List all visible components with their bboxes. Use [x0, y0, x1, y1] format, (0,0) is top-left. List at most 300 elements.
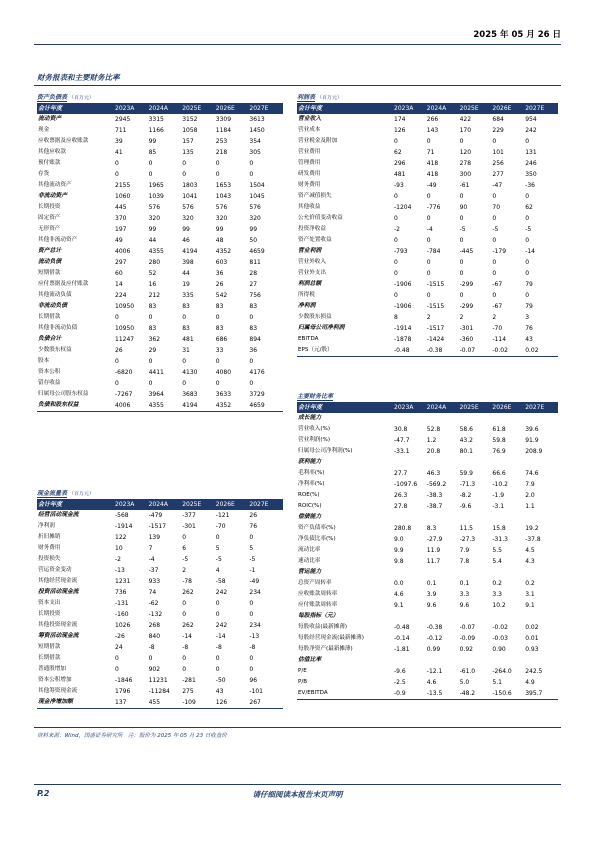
cell-value: 83 [249, 303, 258, 310]
cell-value: 0 [115, 358, 119, 365]
table-row [37, 235, 283, 246]
financial-ratios-table [297, 402, 558, 700]
table-row [297, 479, 558, 490]
cell-value: 26 [215, 281, 224, 288]
cell-value: 0 [525, 292, 530, 299]
footer-divider [34, 784, 561, 785]
cell-value: 1965 [148, 182, 164, 189]
row-label: 其他非流动资产 [38, 237, 78, 243]
income-statement-title: 利润表 （百万元） [297, 94, 343, 101]
cell-value: 4176 [249, 369, 265, 376]
cell-value: -264.0 [492, 668, 512, 675]
cell-value: 0 [459, 292, 464, 299]
cell-value: 0 [182, 600, 187, 607]
cell-value: 0 [215, 380, 220, 387]
table-row [297, 191, 558, 202]
cell-value: 0 [182, 380, 187, 387]
cell-value: 99 [148, 138, 157, 145]
cell-value: -793 [394, 248, 408, 255]
row-label: 应付票据及应付账款 [38, 281, 89, 287]
cell-value: 83 [182, 303, 190, 310]
cell-value: 902 [148, 666, 161, 673]
cell-value: 0 [182, 655, 187, 662]
cell-value: -0.12 [426, 635, 443, 642]
cell-value: 4006 [115, 248, 131, 255]
table-row [37, 301, 283, 312]
row-label: 利润总额 [298, 281, 322, 287]
col-header: 2024A [427, 103, 460, 114]
row-label: 普通股增加 [38, 666, 66, 672]
cell-value: -8.2 [459, 492, 472, 499]
cell-value: 70 [492, 204, 501, 211]
row-label: 短期借款 [38, 270, 61, 276]
cell-value: 0 [249, 171, 254, 178]
cell-value: 0.1 [459, 580, 470, 587]
cell-value: 542 [215, 292, 228, 299]
cell-value [460, 413, 493, 424]
cell-value: -121 [215, 512, 230, 519]
cell-value: 39.6 [525, 426, 539, 433]
cell-value: 0 [249, 655, 254, 662]
cell-value [492, 567, 525, 578]
cell-value: 135 [182, 149, 194, 156]
table-row [37, 653, 283, 664]
cell-value: 74 [148, 589, 157, 596]
cell-value: 30.8 [394, 426, 408, 433]
cell-value: 0 [148, 160, 153, 167]
cell-value: -67 [492, 303, 503, 310]
row-label: 其他流动负债 [38, 292, 72, 298]
cell-value: -47 [492, 182, 503, 189]
table-row [37, 389, 283, 400]
table-row [37, 114, 283, 125]
cell-value: 0 [525, 259, 530, 266]
cell-value: 686 [215, 336, 228, 343]
cell-value: 1653 [215, 182, 232, 189]
cell-value: -1846 [115, 677, 133, 684]
table-row [297, 169, 558, 180]
cell-value: 0 [115, 171, 119, 178]
cell-value: 4355 [149, 400, 183, 412]
cell-value: 16 [148, 281, 157, 288]
cell-value: -36 [525, 182, 535, 189]
cell-value: 0 [394, 237, 398, 244]
cell-value: 48 [215, 237, 224, 244]
cell-value: 8 [394, 314, 398, 321]
table-row [297, 424, 558, 435]
cell-value: 15.8 [492, 525, 506, 532]
row-label: 经营活动现金流 [38, 512, 79, 518]
cell-value: -132 [148, 611, 163, 618]
table-row [37, 169, 283, 180]
financial-ratios-title: 主要财务比率 [297, 393, 334, 400]
cell-value: 224 [115, 292, 127, 299]
table-row [297, 468, 558, 479]
cell-value: -784 [426, 248, 441, 255]
table-row [37, 697, 283, 709]
cell-value: 4659 [249, 400, 283, 412]
cell-value: 5 [215, 545, 220, 552]
row-label: 少数股东权益 [38, 347, 72, 353]
cell-value: 242.5 [525, 668, 543, 675]
cell-value: -58 [215, 578, 226, 585]
cell-value: 422 [459, 116, 472, 123]
row-label: 管理费用 [298, 160, 321, 166]
row-label: 营业收入(%) [298, 426, 331, 432]
cell-value: -49 [426, 182, 437, 189]
cell-value: 50 [249, 237, 258, 244]
cell-value: 212 [148, 292, 161, 299]
cell-value: 0 [215, 666, 220, 673]
table-row [37, 345, 283, 356]
cell-value: 0 [492, 215, 497, 222]
row-label: 每股收益(最新摊薄) [298, 624, 348, 630]
cell-value: -299 [459, 281, 474, 288]
table-row [37, 598, 283, 609]
cell-value: 1.2 [426, 437, 437, 444]
cell-value: -1515 [426, 281, 445, 288]
cell-value: 266 [426, 116, 439, 123]
table-row [297, 578, 558, 589]
table-row [37, 224, 283, 235]
cell-value: 0 [492, 259, 497, 266]
row-label: 净负债比率(%) [298, 536, 336, 542]
cell-value: 297 [115, 259, 127, 266]
cell-value: 1.1 [525, 503, 535, 510]
row-label: 其他应收款 [38, 149, 66, 155]
cell-value: 0 [249, 160, 254, 167]
cell-value: 1796 [115, 688, 131, 695]
cell-value: -93 [394, 182, 404, 189]
row-label: 应收账款周转率 [298, 591, 338, 597]
table-row [297, 633, 558, 644]
cell-value: 0 [182, 611, 187, 618]
cell-value: 320 [249, 215, 261, 222]
cell-value: -33.1 [394, 448, 410, 455]
table-row [297, 301, 558, 312]
table-row [297, 257, 558, 268]
cell-value: 0 [249, 666, 254, 673]
col-header: 2025E [460, 103, 493, 114]
cell-value: 0 [115, 380, 119, 387]
cell-value: -0.38 [427, 345, 460, 357]
table-row [37, 686, 283, 697]
table-row [37, 191, 283, 202]
cell-value: -67 [492, 281, 503, 288]
cell-value: -8 [215, 644, 222, 651]
cell-value: -1 [249, 567, 256, 574]
cell-value: 277 [492, 171, 504, 178]
cell-value: 0.02 [525, 345, 558, 357]
cell-value: -0.38 [426, 624, 443, 631]
row-label: 现金净增加额 [37, 697, 115, 709]
cell-value: 418 [426, 171, 439, 178]
table-row [37, 290, 283, 301]
cell-value: 143 [426, 127, 439, 134]
cell-value: 4194 [182, 400, 216, 412]
cell-value [525, 457, 558, 468]
cell-value: 0 [394, 138, 398, 145]
table-row [297, 655, 558, 666]
cell-value: -1906 [394, 303, 412, 310]
cell-value: 246 [525, 160, 537, 167]
cell-value: 208.9 [525, 448, 543, 455]
cell-value: -0.07 [460, 345, 493, 357]
table-row [297, 666, 558, 677]
row-label: 财务费用 [298, 182, 321, 188]
cell-value: -5 [525, 226, 532, 233]
row-label: 非流动资产 [38, 193, 67, 199]
row-label: 资产处置收益 [298, 237, 332, 243]
cell-value: -0.03 [492, 635, 508, 642]
header-label: 会计年度 [297, 103, 394, 114]
table-row [297, 158, 558, 169]
cell-value: 36 [215, 270, 224, 277]
table-row [297, 147, 558, 158]
table-row [297, 345, 558, 357]
cell-value: -301 [459, 325, 474, 332]
header-label: 会计年度 [37, 103, 115, 114]
row-label: 归属母公司净利润(%) [298, 448, 353, 454]
table-row [37, 642, 283, 653]
cash-flow-statement [37, 489, 283, 709]
cell-value: -5 [492, 226, 499, 233]
cell-value [427, 512, 460, 523]
cell-value: 370 [115, 215, 127, 222]
cell-value: 79 [525, 281, 533, 288]
cell-value: 576 [249, 204, 261, 211]
cell-value: -479 [148, 512, 163, 519]
cell-value [525, 611, 558, 622]
cell-value [525, 567, 558, 578]
cell-value [525, 512, 558, 523]
cell-value: 4355 [148, 248, 164, 255]
cell-value: -47.7 [394, 437, 410, 444]
cell-value: 320 [182, 215, 194, 222]
cell-value: 3.9 [426, 591, 437, 598]
cell-value: 11247 [115, 336, 135, 343]
row-label: 非流动负债 [38, 303, 67, 309]
cell-value: -8 [249, 644, 256, 651]
income-statement [297, 93, 558, 357]
cell-value: 354 [249, 138, 261, 145]
row-label: 现金 [38, 127, 50, 133]
cell-value: 0 [459, 215, 464, 222]
cell-value: 1039 [148, 193, 164, 200]
table-row [37, 356, 283, 367]
cell-value: 8.3 [426, 525, 437, 532]
cell-value: 5.0 [459, 679, 470, 686]
report-date: 2025 年 05 月 26 日 [473, 30, 561, 40]
row-label: 其他投资现金流 [38, 622, 78, 628]
cell-value: 320 [215, 215, 228, 222]
cell-value: 3964 [148, 391, 164, 398]
cell-value: 2 [426, 314, 431, 321]
cell-value: 0 [249, 611, 254, 618]
row-label: 净利润 [38, 523, 55, 529]
cell-value: -49 [249, 578, 260, 585]
col-header: 2025E [460, 402, 493, 413]
cell-value: -37 [148, 567, 159, 574]
cell-value: 10 [115, 545, 123, 552]
cell-value: 0 [148, 314, 153, 321]
cell-value: 26.3 [394, 492, 408, 499]
cell-value: 0.93 [525, 646, 539, 653]
table-row [297, 545, 558, 556]
cell-value: -14 [525, 248, 535, 255]
cell-value: 2 [492, 314, 497, 321]
row-label: 资本支出 [38, 600, 61, 606]
cell-value: 0 [148, 380, 153, 387]
cell-value: 3683 [182, 391, 198, 398]
cell-value: 954 [525, 116, 537, 123]
row-label: 长期投资 [38, 611, 61, 617]
cell-value: 43 [215, 688, 224, 695]
cell-value: -2 [394, 226, 400, 233]
cell-value: 0 [394, 193, 398, 200]
row-label: EBITDA [298, 336, 319, 342]
cell-value: 0 [459, 138, 464, 145]
cell-value: -1517 [426, 325, 445, 332]
row-label: 长期借款 [38, 314, 61, 320]
table-row [37, 279, 283, 290]
cell-value: 1504 [249, 182, 265, 189]
cell-value: 1026 [115, 622, 131, 629]
cell-value: 76 [249, 523, 258, 530]
cell-value: 3633 [215, 391, 232, 398]
cell-value: 6 [182, 545, 187, 552]
cell-value: 14 [115, 281, 123, 288]
col-header: 2023A [115, 103, 149, 114]
cell-value: 1231 [115, 578, 131, 585]
cell-value: 80.1 [459, 448, 473, 455]
cell-value: 481 [394, 171, 406, 178]
cell-value: -0.09 [459, 635, 476, 642]
cell-value: 170 [459, 127, 472, 134]
cell-value: 44 [148, 237, 157, 244]
cell-value: 3 [525, 314, 530, 321]
cell-value: 11.5 [459, 525, 473, 532]
cell-value: 576 [215, 204, 228, 211]
cell-value: 44 [182, 270, 190, 277]
cell-value: 0 [249, 314, 254, 321]
row-label: 无形资产 [38, 226, 61, 232]
cell-value: 0 [492, 193, 497, 200]
cell-value: 711 [115, 127, 127, 134]
cell-value: -0.9 [394, 688, 427, 700]
page-number: P.2 [37, 789, 50, 798]
cell-value: 27.7 [394, 470, 408, 477]
row-label: 每股净资产(最新摊薄) [298, 646, 353, 652]
cell-value [492, 512, 525, 523]
cell-value: 101 [492, 149, 504, 156]
cell-value: 71 [426, 149, 435, 156]
cell-value: 99 [215, 226, 224, 233]
table-row [297, 334, 558, 345]
cell-value: 197 [115, 226, 127, 233]
row-label: 投资损失 [38, 556, 61, 562]
row-label: 速动比率 [298, 558, 321, 564]
cell-value: 9.9 [394, 547, 404, 554]
table-row [37, 664, 283, 675]
row-label: 偿债能力 [298, 514, 322, 520]
table-row [297, 312, 558, 323]
cell-value: 242 [525, 127, 537, 134]
cell-value [460, 655, 493, 666]
cell-value: 3.3 [459, 591, 470, 598]
cell-value: -62 [148, 600, 159, 607]
cell-value: 0.01 [525, 635, 539, 642]
cell-value: 3152 [182, 116, 198, 123]
cell-value: 0.90 [492, 646, 506, 653]
cell-value: -61 [459, 182, 470, 189]
cell-value: 4130 [182, 369, 198, 376]
col-header: 2027E [525, 103, 558, 114]
col-header: 2023A [394, 402, 427, 413]
cell-value: 33 [215, 347, 224, 354]
cell-value: 418 [426, 160, 439, 167]
cell-value: 3.1 [525, 591, 535, 598]
cell-value: 74.6 [525, 470, 539, 477]
row-label: 研发费用 [298, 171, 321, 177]
cell-value: 603 [215, 259, 228, 266]
cell-value: 0 [525, 270, 530, 277]
cell-value: -70 [492, 325, 503, 332]
cell-value: 0.99 [426, 646, 441, 653]
cell-value: 99 [148, 226, 157, 233]
cell-value: 3.3 [492, 591, 502, 598]
cell-value: 0.2 [492, 580, 502, 587]
cell-value: 157 [182, 138, 194, 145]
cell-value: 1184 [215, 127, 232, 134]
table-row [37, 609, 283, 620]
cell-value: -1515 [426, 303, 445, 310]
row-label: 营业税金及附加 [298, 138, 338, 144]
cell-value: -4 [148, 556, 155, 563]
row-label: 营运资金变动 [38, 567, 72, 573]
cell-value: 0 [394, 270, 398, 277]
cell-value: 2 [182, 567, 187, 574]
cell-value: -71.3 [459, 481, 476, 488]
cell-value: 2155 [115, 182, 131, 189]
row-label: 折旧摊销 [38, 534, 61, 540]
header-divider [34, 44, 561, 45]
cell-value: 0 [459, 270, 464, 277]
cell-value: -9.6 [459, 503, 472, 510]
row-label: 流动负债 [38, 259, 62, 265]
cell-value: 1045 [249, 193, 265, 200]
cell-value: -13 [249, 633, 260, 640]
cell-value: -360 [459, 336, 474, 343]
cell-value: 0 [215, 611, 220, 618]
cell-value: -8 [182, 644, 189, 651]
cell-value: 139 [148, 534, 161, 541]
row-label: 每股指标（元） [298, 613, 339, 619]
cell-value: -6820 [115, 369, 133, 376]
cell-value: 0 [525, 138, 530, 145]
cell-value: 0 [394, 259, 398, 266]
cell-value: -14 [215, 633, 226, 640]
table-row [297, 534, 558, 545]
row-label: 短期借款 [38, 644, 61, 650]
cell-value: -5 [459, 226, 466, 233]
cell-value: -445 [459, 248, 474, 255]
cell-value: 0 [115, 666, 119, 673]
row-label: 财务费用 [38, 545, 61, 551]
cell-value: -61.0 [459, 668, 476, 675]
cell-value: 0 [182, 314, 187, 321]
cell-value: 39 [115, 138, 123, 145]
